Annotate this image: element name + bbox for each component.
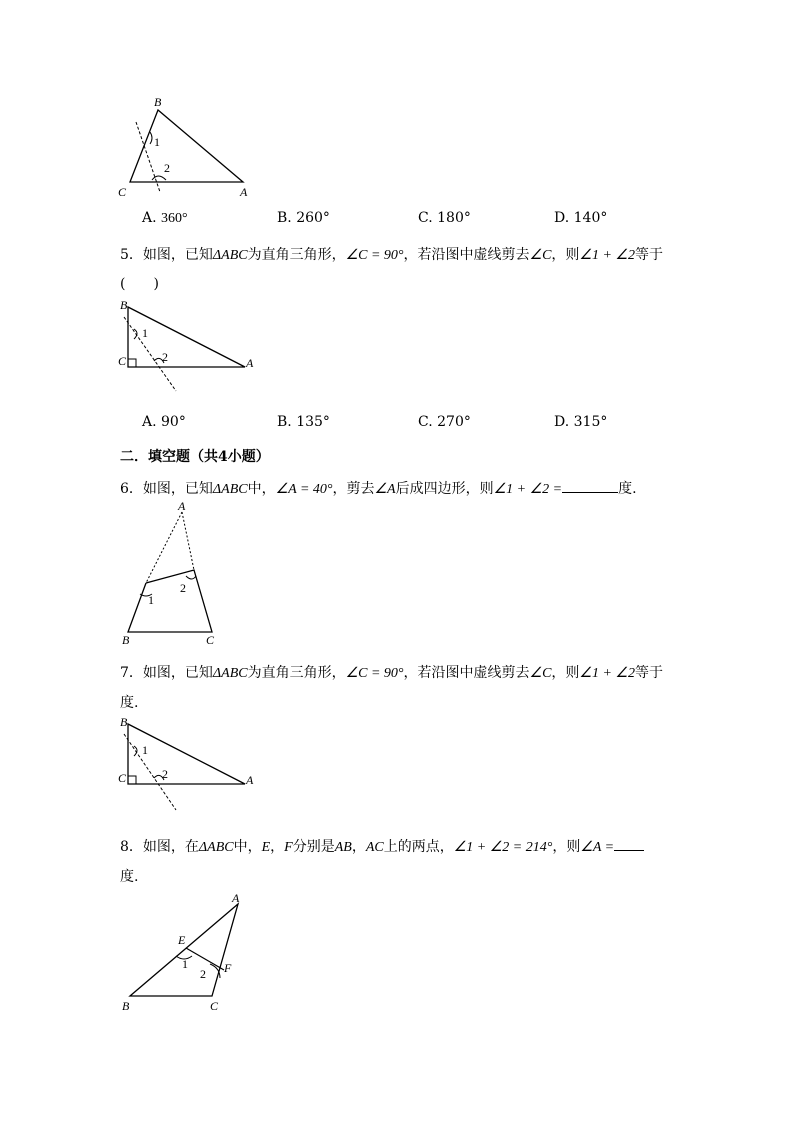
q5-stem: 5．如图，已知ΔABC为直角三角形，∠C = 90°，若沿图中虚线剪去∠C，则∠1 + ∠2等于 xyxy=(120,247,663,263)
q8-answer-blank[interactable] xyxy=(614,850,644,851)
q4-triangle-figure xyxy=(110,92,260,202)
q5-option-c: C. 270° xyxy=(418,414,471,430)
q5-answer-paren: ( ) xyxy=(120,276,159,292)
q7-vertex-a: A xyxy=(246,773,254,787)
q4-option-c: C. 180° xyxy=(418,210,471,226)
q7-vertex-b: B xyxy=(120,715,128,729)
q8-point-e: E xyxy=(178,933,186,947)
q8-point-f: F xyxy=(224,961,232,975)
q8-stem: 8．如图，在ΔABC中，E，F分别是AB，AC上的两点，∠1 + ∠2 = 214°，则∠A = xyxy=(120,836,644,856)
q5-vertex-a: A xyxy=(246,356,254,370)
q4-option-d: D. 140° xyxy=(554,210,608,226)
q5-vertex-c: C xyxy=(118,354,127,368)
q6-angle-1: 1 xyxy=(148,593,154,607)
vertex-c-label: C xyxy=(118,185,127,199)
q5-option-d: D. 315° xyxy=(554,414,608,430)
q8-angle-1: 1 xyxy=(182,957,188,971)
q6-vertex-b: B xyxy=(122,633,130,647)
q6-vertex-c: C xyxy=(206,633,215,647)
q5-option-b: B. 135° xyxy=(277,414,330,430)
q7-angle-2: 2 xyxy=(162,767,168,781)
q7-right-triangle-figure xyxy=(110,712,270,816)
q8-vertex-c: C xyxy=(210,999,219,1013)
q8-vertex-a: A xyxy=(232,891,240,905)
vertex-a-label: A xyxy=(240,185,248,199)
q7-angle-1: 1 xyxy=(142,743,148,757)
q6-stem: 6．如图，已知ΔABC中，∠A = 40°，剪去∠A后成四边形，则∠1 + ∠2 = 度. xyxy=(120,481,637,497)
q5-angle-1: 1 xyxy=(142,326,148,340)
q7-stem: 7．如图，已知ΔABC为直角三角形，∠C = 90°，若沿图中虚线剪去∠C，则∠1 + ∠2等于 xyxy=(120,665,663,681)
q6-answer-blank[interactable] xyxy=(562,492,618,493)
q8-stem-line2: 度. xyxy=(120,869,139,885)
angle-1-label: 1 xyxy=(154,135,160,149)
angle-2-label: 2 xyxy=(164,161,170,175)
q5-angle-2: 2 xyxy=(162,350,168,364)
q8-triangle-figure xyxy=(112,886,272,1018)
q6-angle-2: 2 xyxy=(180,581,186,595)
q5-right-triangle-figure xyxy=(110,295,270,395)
vertex-b-label: B xyxy=(154,95,162,109)
q7-stem-line2: 度. xyxy=(120,695,139,711)
q4-option-b: B. 260° xyxy=(277,210,330,226)
q7-vertex-c: C xyxy=(118,771,127,785)
q4-option-a: A. 360° xyxy=(142,210,188,226)
q5-option-a: A. 90° xyxy=(142,414,186,430)
q5-vertex-b: B xyxy=(120,298,128,312)
q6-vertex-a: A xyxy=(178,499,186,513)
q6-quadrilateral-figure xyxy=(112,498,232,648)
q8-vertex-b: B xyxy=(122,999,130,1013)
section-heading-fill-in: 二．填空题（共4小题） xyxy=(120,449,270,465)
q8-angle-2: 2 xyxy=(200,967,206,981)
